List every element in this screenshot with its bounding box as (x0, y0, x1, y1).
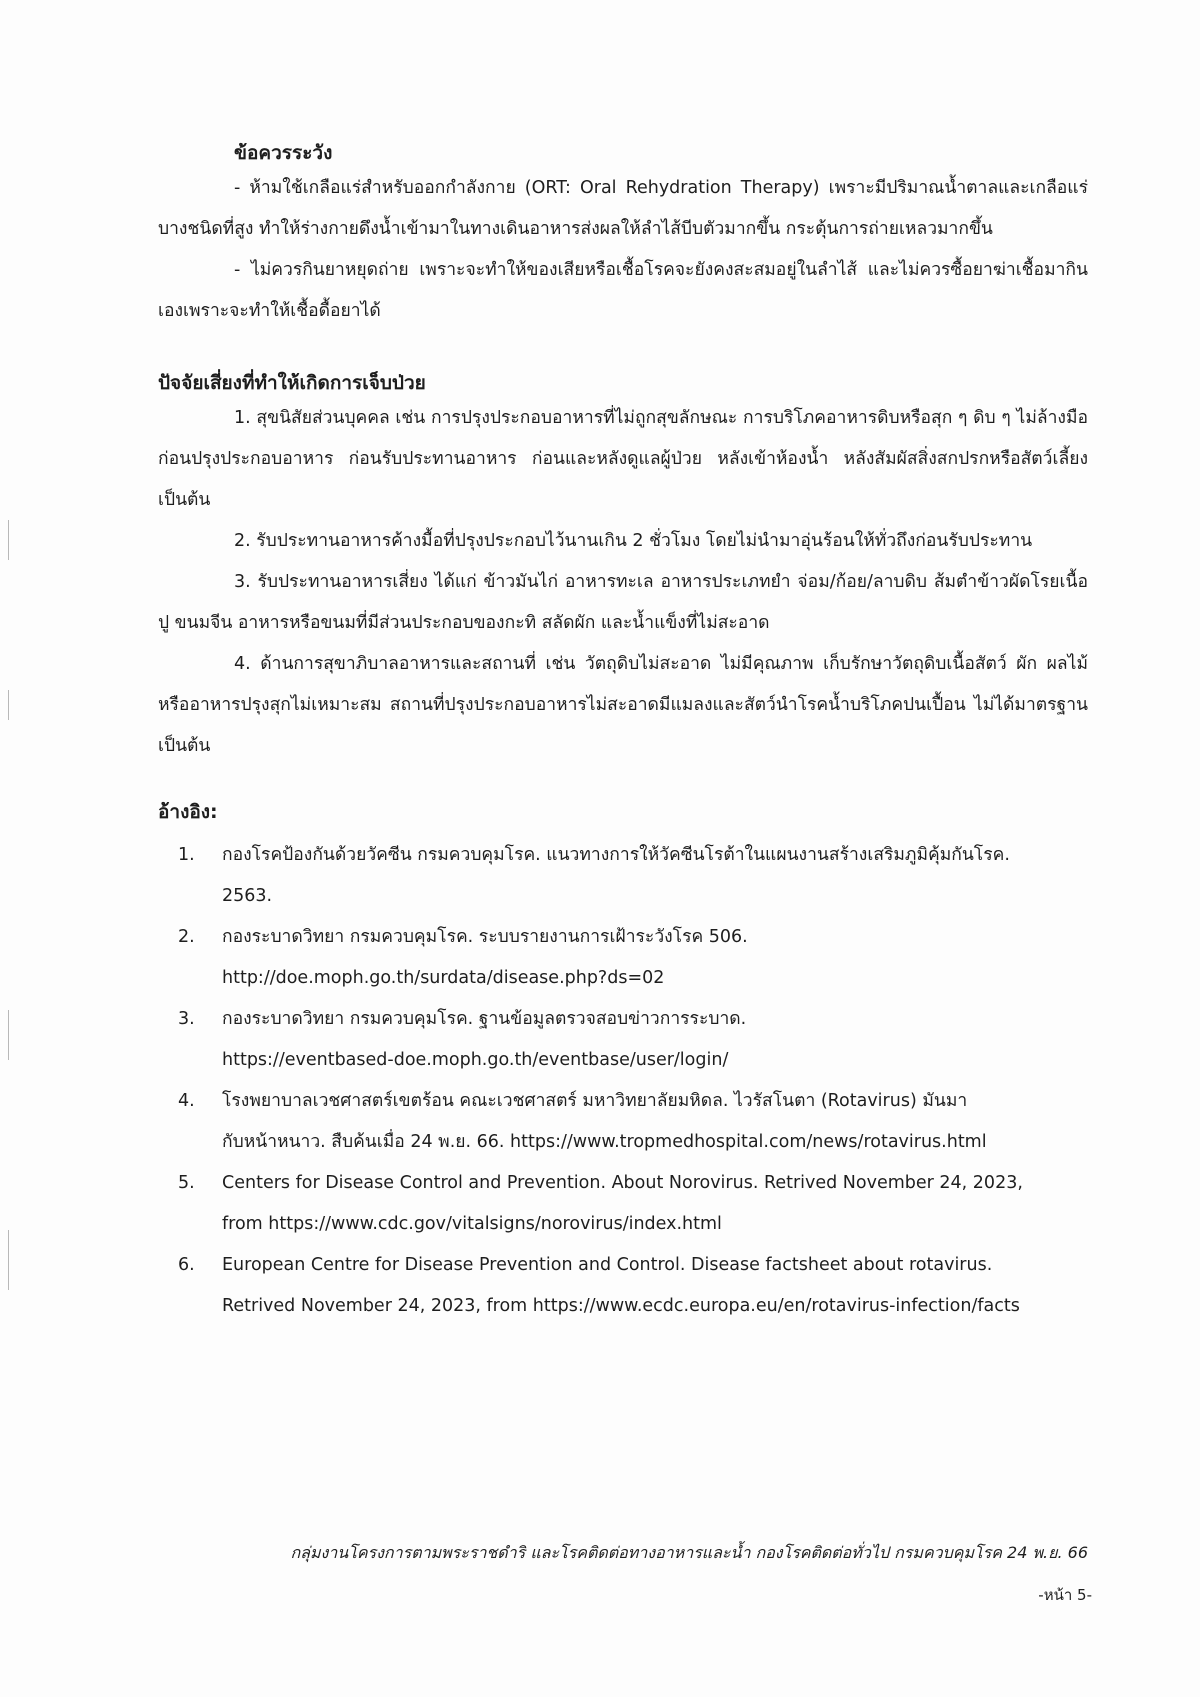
reference-line: 2563. (222, 886, 273, 906)
footer-credit: กลุ่มงานโครงการตามพระราชดำริ และโรคติดต่อทางอาหารและน้ำ กองโรคติดต่อทั่วไป กรมควบคุมโรค 24 พ.ย. 66 (290, 1543, 1088, 1562)
references-list (158, 835, 1088, 1327)
section-spacer (158, 332, 1088, 368)
scan-margin-marks (0, 0, 20, 1697)
risk-paragraph-4: 4. ด้านการสุขาภิบาลอาหารและสถานที่ เช่น วัตถุดิบไม่สะอาด ไม่มีคุณภาพ เก็บรักษาวัตถุดิบเนื้อสัตว์ ผัก ผลไม้หรืออาหารปรุงสุกไม่เหมาะสม สถานที่ปรุงประกอบอาหารไม่สะอาดมีแมลงและสัตว์นำโรคน้ำบริโภคปนเปื้อน ไม่ได้มาตรฐาน เป็นต้น (158, 654, 1088, 756)
reference-line: กับหน้าหนาว. สืบค้นเมื่อ 24 พ.ย. 66. https://www.tropmedhospital.com/news/rotavirus.html (222, 1132, 987, 1152)
reference-number: 4. (178, 1091, 195, 1111)
section-spacer (158, 767, 1088, 797)
reference-number: 1. (178, 845, 195, 865)
reference-item (158, 999, 1088, 1081)
scan-mark (8, 1230, 9, 1290)
reference-text (222, 835, 1088, 917)
reference-item (158, 1245, 1088, 1327)
scan-mark (8, 520, 9, 560)
reference-text (222, 999, 1088, 1081)
page-number: -หน้า 5- (1038, 1586, 1092, 1604)
risk-paragraph-3: 3. รับประทานอาหารเสี่ยง ได้แก่ ข้าวมันไก่ อาหารทะเล อาหารประเภทยำ จ่อม/ก้อย/ลาบดิบ ส้มตำข้าวผัดโรยเนื้อปู ขนมจีน อาหารหรือขนมที่มีส่วนประกอบของกะทิ สลัดผัก และน้ำแข็งที่ไม่สะอาด (158, 572, 1088, 633)
scan-mark (8, 1010, 9, 1060)
reference-item (158, 1163, 1088, 1245)
reference-item (158, 1081, 1088, 1163)
document-body (158, 138, 1088, 1327)
caution-paragraph-2: - ไม่ควรกินยาหยุดถ่าย เพราะจะทำให้ของเสียหรือเชื้อโรคจะยังคงสะสมอยู่ในลำไส้ และไม่ควรซื้อยาฆ่าเชื้อมากินเองเพราะจะทำให้เชื้อดื้อยาได้ (158, 260, 1088, 321)
reference-number: 2. (178, 927, 195, 947)
reference-line: กองโรคป้องกันด้วยวัคซีน กรมควบคุมโรค. แนวทางการให้วัคซีนโรต้าในแผนงานสร้างเสริมภูมิคุ้มกันโรค. (222, 845, 1010, 865)
reference-link: https://eventbased-doe.moph.go.th/eventbase/user/login/ (222, 1050, 729, 1070)
reference-line: กองระบาดวิทยา กรมควบคุมโรค. ระบบรายงานการเฝ้าระวังโรค 506. (222, 927, 748, 947)
reference-number: 3. (178, 1009, 195, 1029)
reference-number: 6. (178, 1255, 195, 1275)
reference-line: โรงพยาบาลเวชศาสตร์เขตร้อน คณะเวชศาสตร์ มหาวิทยาลัยมหิดล. ไวรัสโนตา (Rotavirus) มันมา (222, 1091, 968, 1111)
risk-factors-heading: ปัจจัยเสี่ยงที่ทำให้เกิดการเจ็บป่วย (158, 372, 426, 394)
caution-paragraph-1: - ห้ามใช้เกลือแร่สำหรับออกกำลังกาย (ORT: Oral Rehydration Therapy) เพราะมีปริมาณน้ำตาลและเกลือแร่บางชนิดที่สูง ทำให้ร่างกายดึงน้ำเข้ามาในทางเดินอาหารส่งผลให้ลำไส้บีบตัวมากขึ้น กระตุ้นการถ่ายเหลวมากขึ้น (158, 178, 1088, 239)
reference-line: Retrived November 24, 2023, from https://www.ecdc.europa.eu/en/rotavirus-infection/facts (222, 1296, 1020, 1316)
reference-text (222, 1081, 1088, 1163)
reference-text (222, 1163, 1088, 1245)
caution-heading: ข้อควรระวัง (234, 142, 333, 164)
reference-line: European Centre for Disease Prevention and Control. Disease factsheet about rotavirus. (222, 1255, 993, 1275)
risk-paragraph-2: 2. รับประทานอาหารค้างมื้อที่ปรุงประกอบไว้นานเกิน 2 ชั่วโมง โดยไม่นำมาอุ่นร้อนให้ทั่วถึงก่อนรับประทาน (234, 531, 1033, 551)
reference-line: from https://www.cdc.gov/vitalsigns/norovirus/index.html (222, 1214, 722, 1234)
scan-mark (8, 690, 9, 720)
risk-paragraph-1: 1. สุขนิสัยส่วนบุคคล เช่น การปรุงประกอบอาหารที่ไม่ถูกสุขลักษณะ การบริโภคอาหารดิบหรือสุก ๆ ดิบ ๆ ไม่ล้างมือก่อนปรุงประกอบอาหาร ก่อนรับประทานอาหาร ก่อนและหลังดูแลผู้ป่วย หลังเข้าห้องน้ำ หลังสัมผัสสิ่งสกปรกหรือสัตว์เลี้ยง เป็นต้น (158, 408, 1088, 510)
reference-link: http://doe.moph.go.th/surdata/disease.php?ds=02 (222, 968, 665, 988)
references-heading: อ้างอิง: (158, 801, 218, 823)
reference-text (222, 1245, 1088, 1327)
reference-line: Centers for Disease Control and Prevention. About Norovirus. Retrived November 24, 2023, (222, 1173, 1023, 1193)
reference-number: 5. (178, 1173, 195, 1193)
reference-item (158, 835, 1088, 917)
reference-text (222, 917, 1088, 999)
reference-line: กองระบาดวิทยา กรมควบคุมโรค. ฐานข้อมูลตรวจสอบข่าวการระบาด. (222, 1009, 747, 1029)
reference-item (158, 917, 1088, 999)
